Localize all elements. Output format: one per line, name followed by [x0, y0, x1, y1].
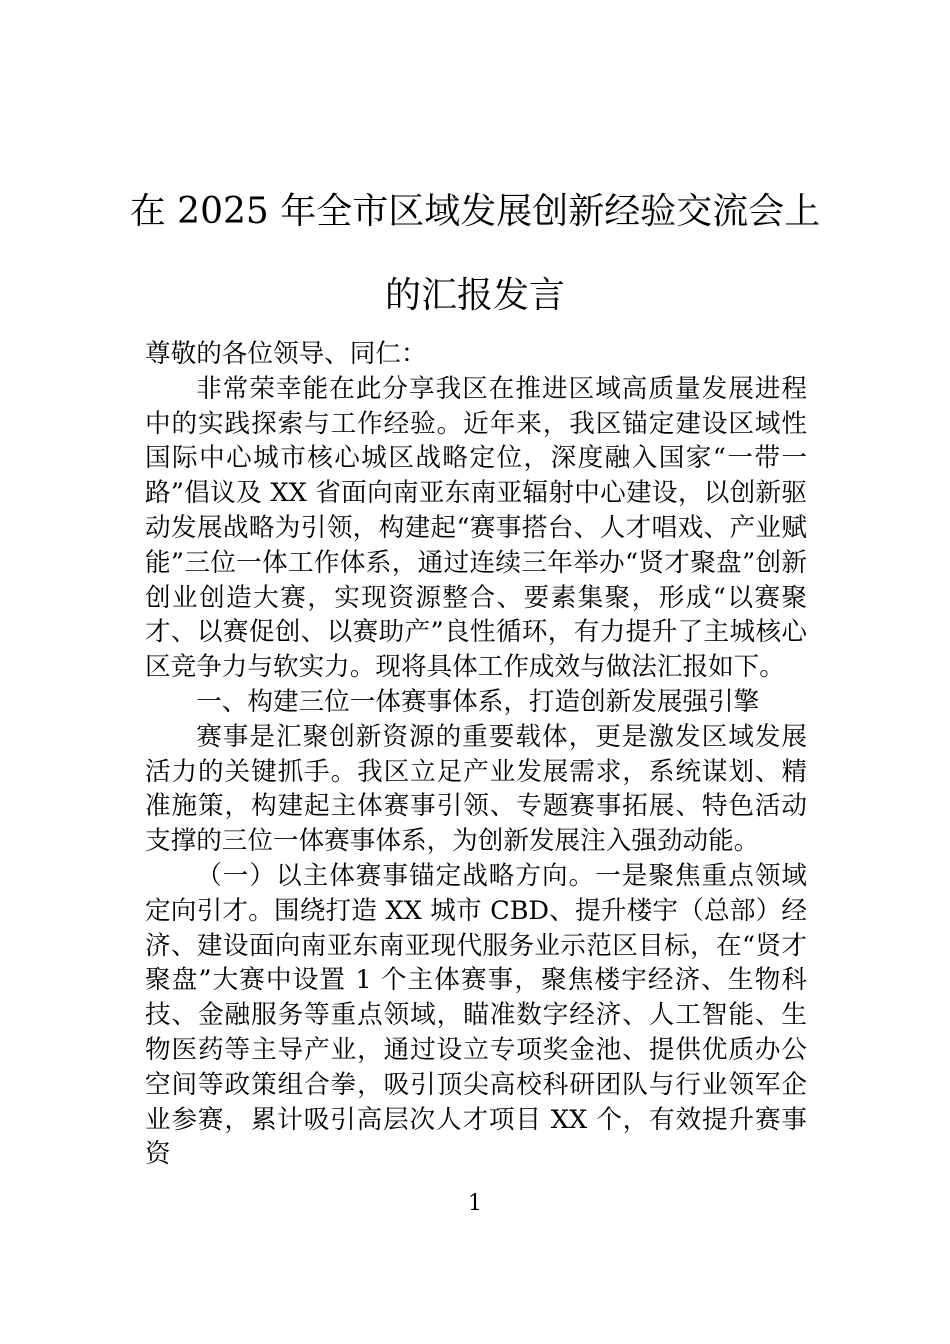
paragraph-intro: 非常荣幸能在此分享我区在推进区域高质量发展进程中的实践探索与工作经验。近年来，我区锚定建设区域性国际中心城市核心城区战略定位，深度融入国家“一带一路”倡议及 XX 省面向南亚东南亚辐射中心建设，以创新驱动发展战略为引领，构建起“赛事搭台、人才唱戏、产业赋能”三位一体工作体系，通过连续三年举办“贤才聚盘”创新创业创造大赛，实现资源整合、要素集聚，形成“以赛聚才、以赛促创、以赛助产”良性循环，有力提升了主城核心区竞争力与软实力。现将具体工作成效与做法汇报如下。	[145, 373, 807, 683]
salutation: 尊敬的各位领导、同仁：	[145, 339, 427, 369]
page-number: 1	[468, 1191, 482, 1216]
section-heading-1: 一、构建三位一体赛事体系，打造创新发展强引擎	[196, 686, 760, 717]
title-line-2: 的汇报发言	[384, 275, 565, 316]
paragraph-section-1: 赛事是汇聚创新资源的重要载体，更是激发区域发展活力的关键抓手。我区立足产业发展需求，系统谋划、精准施策，构建起主体赛事引领、专题赛事拓展、特色活动支撑的三位一体赛事体系，为创新发展注入强劲动能。	[145, 721, 807, 857]
title-line-1: 在 2025 年全市区域发展创新经验交流会上	[129, 191, 821, 232]
paragraph-subsection-1: （一）以主体赛事锚定战略方向。一是聚焦重点领域定向引才。围绕打造 XX 城市 CBD、提升楼宇（总部）经济、建设面向南亚东南亚现代服务业示范区目标，在“贤才聚盘”大赛中设置 1 个主体赛事，聚焦楼宇经济、生物科技、金融服务等重点领域，瞄准数字经济、人工智能、生物医药等主导产业，通过设立专项奖金池、提供优质办公空间等政策组合拳，吸引顶尖高校科研团队与行业领军企业参赛，累计吸引高层次人才项目 XX 个，有效提升赛事资	[145, 860, 807, 1170]
document-body	[145, 337, 807, 1172]
document-title	[120, 170, 830, 338]
